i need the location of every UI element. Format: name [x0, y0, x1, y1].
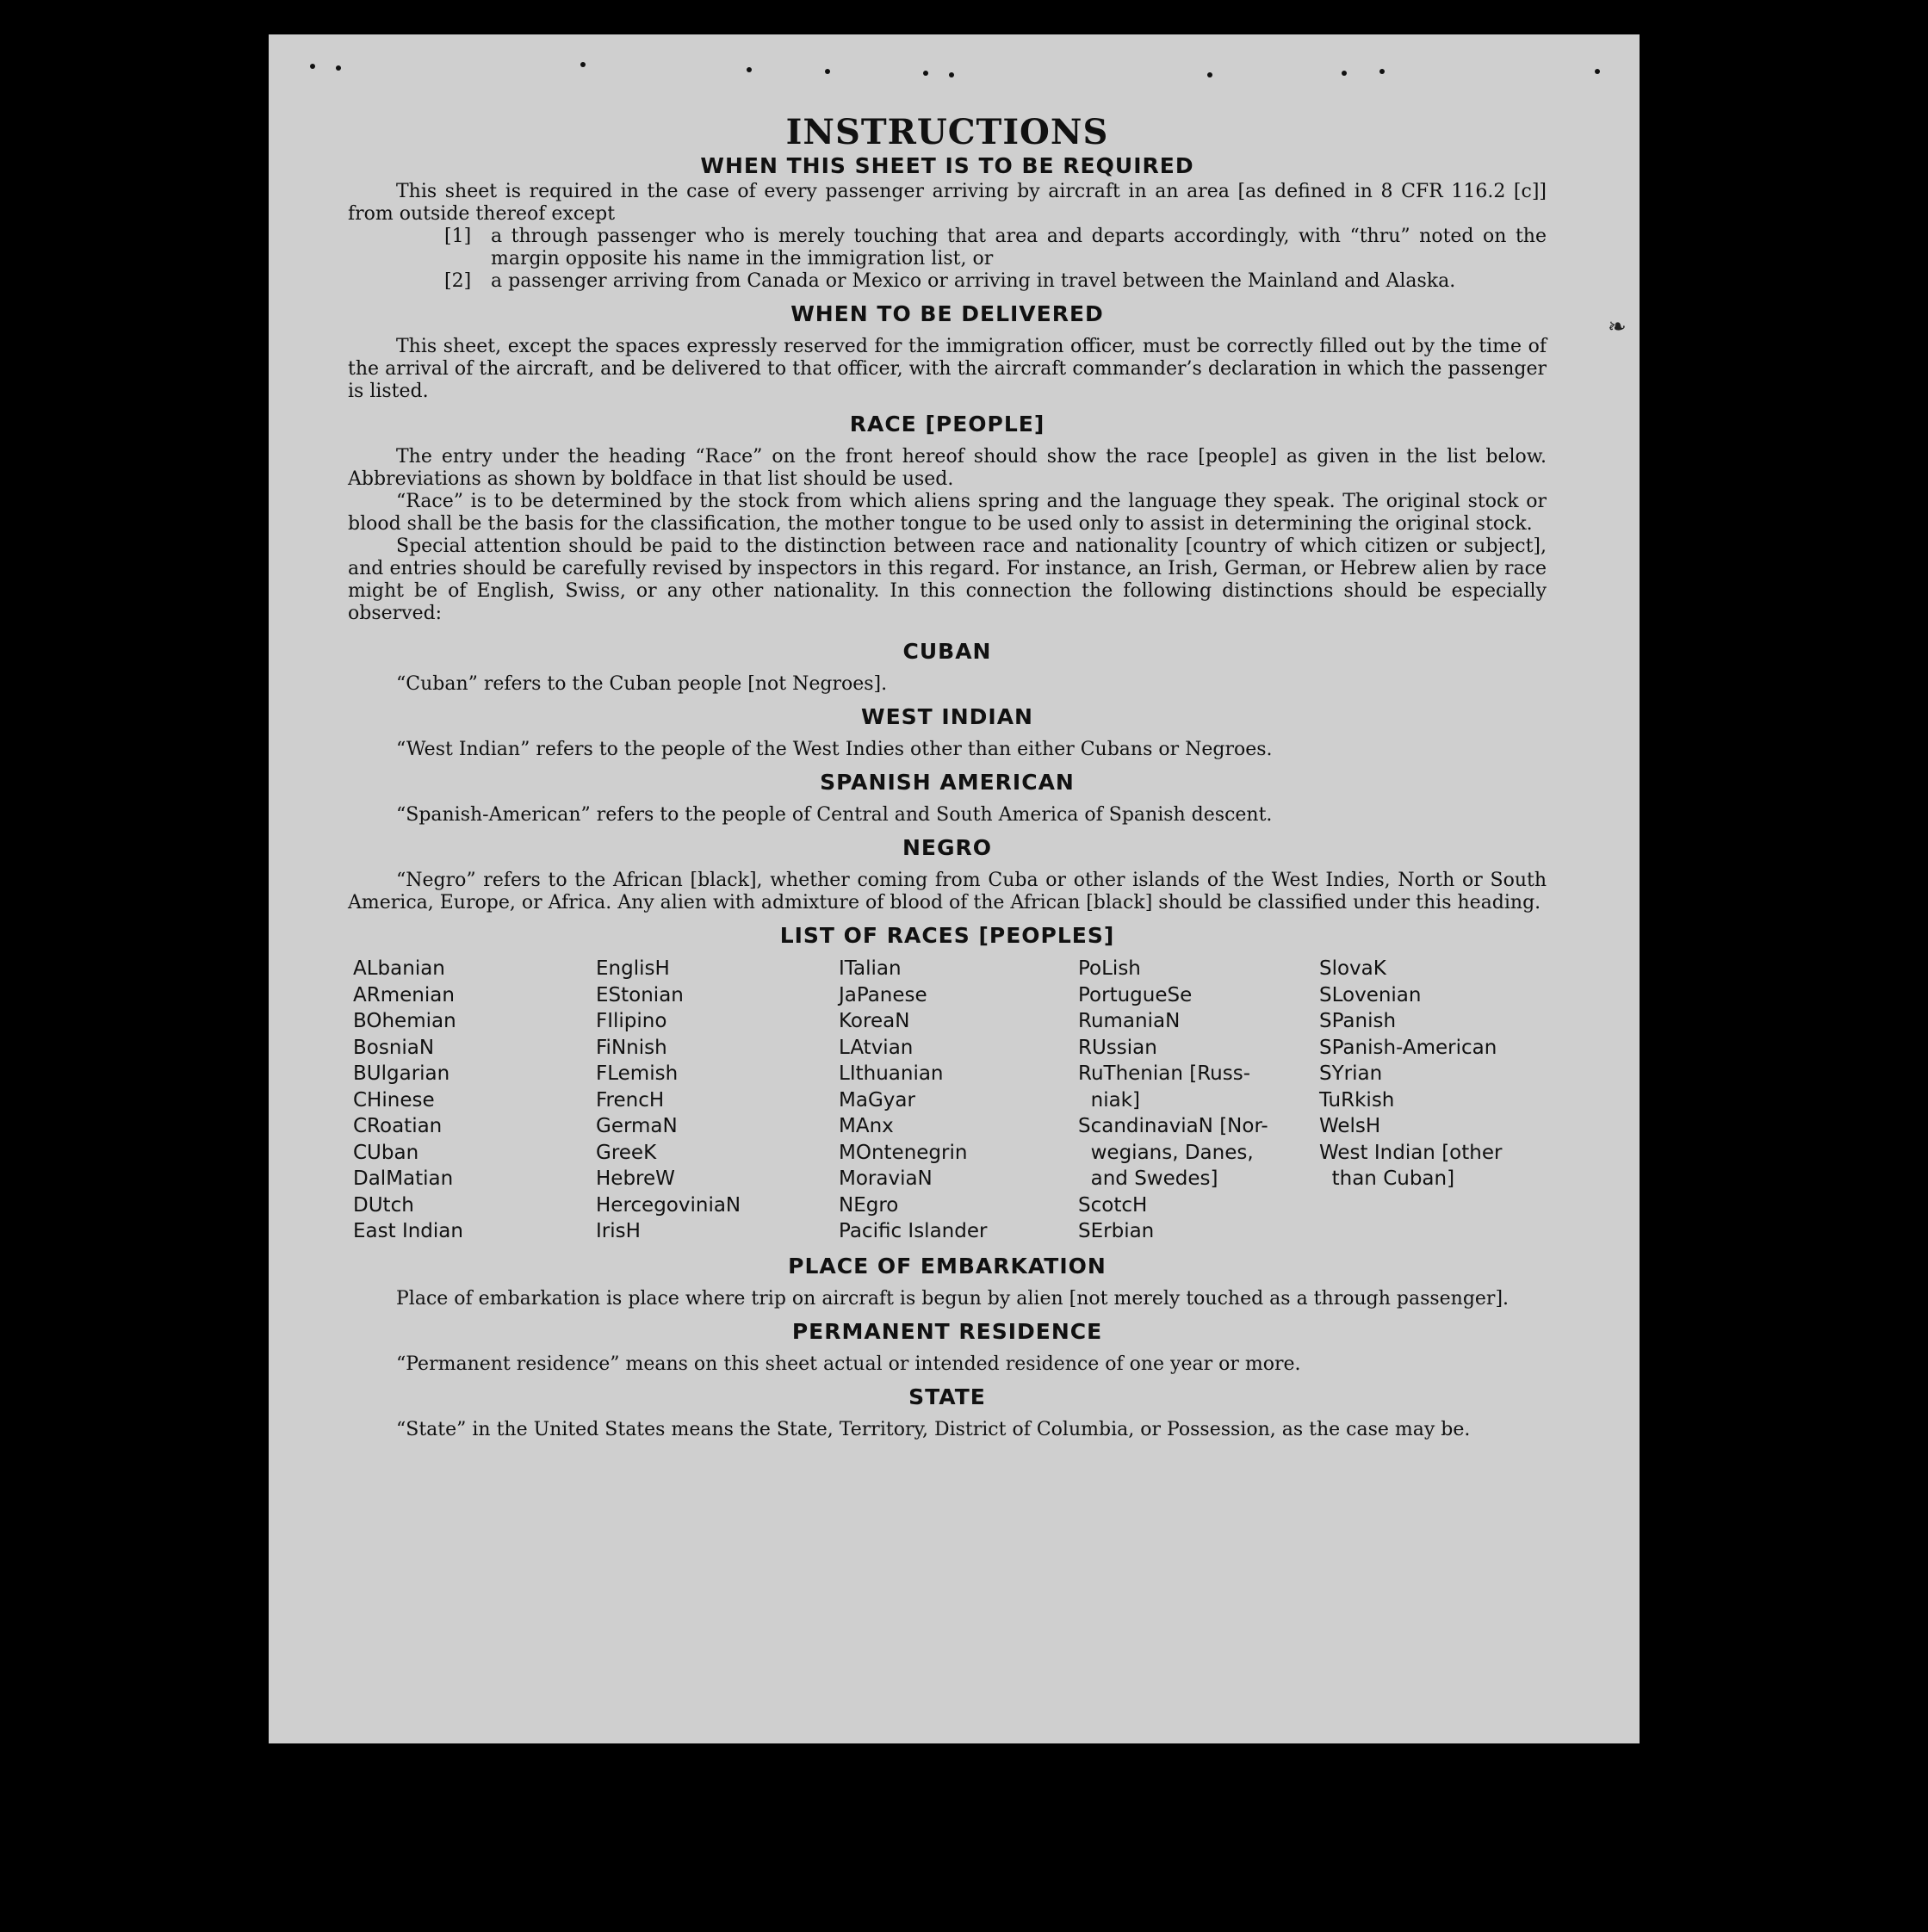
list-item: KoreaN	[839, 1010, 910, 1032]
clause-number: [1]	[444, 226, 472, 247]
list-item: MaGyar	[839, 1088, 915, 1112]
list-item: PortugueSe	[1078, 983, 1193, 1006]
list-item: EStonian	[596, 983, 684, 1006]
list-item: SPanish-American	[1319, 1036, 1497, 1059]
list-item: ALbanian	[353, 957, 445, 980]
list-item: East Indian	[353, 1220, 463, 1242]
heading-list-of-races: LIST OF RACES [PEOPLES]	[779, 923, 1115, 948]
west-indian-text: “West Indian” refers to the people of the West Indies other than either Cubans or Negroes.	[396, 739, 1273, 760]
delivered-text: This sheet, except the spaces expressly reserved for the immigration officer, must be correctly filled out by the time of the arrival of the aircraft, and be delivered to that officer, with the aircraft commander’s declaration in which the passenger is listed.	[348, 336, 1547, 402]
list-item: RuThenian [Russ-	[1078, 1062, 1251, 1085]
heading-residence: PERMANENT RESIDENCE	[791, 1318, 1103, 1344]
clause-2	[348, 270, 1547, 293]
speck	[336, 65, 341, 71]
list-item: WelsH	[1319, 1115, 1381, 1137]
list-item: JaPanese	[839, 983, 927, 1006]
negro-text: “Negro” refers to the African [black], whether coming from Cuba or other islands of the West Indies, North or South America, Europe, or Africa. Any alien with admixture of blood of the African [black] should be classified under this heading.	[348, 870, 1547, 913]
speck	[580, 62, 586, 67]
list-item: SYrian	[1319, 1062, 1383, 1085]
cuban-text: “Cuban” refers to the Cuban people [not Negroes].	[396, 673, 888, 695]
residence-text: “Permanent residence” means on this sheet actual or intended residence of one year or more.	[396, 1353, 1301, 1375]
race-paragraph-1: The entry under the heading “Race” on the front hereof should show the race [people] as given in the list below. Abbreviations as shown by boldface in that list should be used.	[348, 446, 1547, 490]
list-item: FLemish	[596, 1062, 679, 1085]
list-item: and Swedes]	[1078, 1167, 1218, 1190]
list-item: MOntenegrin	[839, 1141, 968, 1164]
list-item: SErbian	[1078, 1220, 1155, 1242]
list-item: RumaniaN	[1078, 1010, 1181, 1032]
state-text: “State” in the United States means the State, Territory, District of Columbia, or Possession, as the case may be.	[396, 1418, 1471, 1440]
races-column-3	[839, 956, 1078, 1245]
clause-number: [2]	[444, 270, 472, 292]
speck	[1379, 69, 1385, 74]
required-intro: This sheet is required in the case of every passenger arriving by aircraft in an area [as defined in 8 CFR 116.2 [c]] from outside thereof except	[348, 181, 1547, 225]
races-column-4	[1078, 956, 1319, 1245]
speck	[1342, 71, 1347, 76]
list-item: ScandinaviaN [Nor-	[1078, 1115, 1268, 1137]
heading-west-indian: WEST INDIAN	[861, 704, 1033, 729]
list-item: FrencH	[596, 1088, 665, 1112]
list-item: ITalian	[839, 957, 902, 980]
list-item: RUssian	[1078, 1036, 1157, 1059]
list-item: BUlgarian	[353, 1062, 450, 1085]
list-item: CRoatian	[353, 1115, 443, 1137]
speck	[1207, 72, 1212, 77]
ink-mark-icon: ❧	[1608, 314, 1627, 340]
races-column-5	[1319, 956, 1552, 1245]
heading-negro: NEGRO	[902, 835, 993, 860]
list-item: LIthuanian	[839, 1062, 944, 1085]
race-paragraph-3: Special attention should be paid to the distinction between race and nationality [country of which citizen or subject], and entries should be carefully revised by inspectors in this regard. For instance, an Irish, German, or Hebrew alien by race might be of English, Swiss, or any other nationality. In this connection the following distinctions should be especially observed:	[348, 536, 1547, 624]
list-item: niak]	[1078, 1088, 1140, 1112]
speck	[825, 69, 830, 74]
clause-text: a through passenger who is merely touching that area and departs accordingly, with “thru” noted on the margin opposite his name in the immigration list, or	[491, 226, 1547, 269]
list-item: CUban	[353, 1141, 419, 1164]
list-item: CHinese	[353, 1088, 435, 1112]
list-item: MAnx	[839, 1115, 894, 1137]
races-column-2	[596, 956, 839, 1245]
list-item: HebreW	[596, 1167, 675, 1190]
heading-spanish-american: SPANISH AMERICAN	[820, 770, 1075, 795]
list-item: TuRkish	[1319, 1088, 1395, 1112]
list-item: SlovaK	[1319, 957, 1386, 980]
list-item: EnglisH	[596, 957, 670, 980]
heading-embarkation: PLACE OF EMBARKATION	[788, 1253, 1107, 1279]
spanish-american-text: “Spanish-American” refers to the people of Central and South America of Spanish descent.	[396, 804, 1273, 826]
race-paragraph-2: “Race” is to be determined by the stock from which aliens spring and the language they speak. The original stock or blood shall be the basis for the classification, the mother tongue to be used only to assist in determining the original stock.	[348, 491, 1547, 535]
list-item: IrisH	[596, 1220, 641, 1242]
list-item: GreeK	[596, 1141, 657, 1164]
heading-required: WHEN THIS SHEET IS TO BE REQUIRED	[700, 153, 1194, 178]
list-item: than Cuban]	[1319, 1167, 1455, 1190]
speck	[949, 72, 954, 77]
list-item: NEgro	[839, 1193, 899, 1217]
heading-state: STATE	[908, 1384, 986, 1409]
clause-text: a passenger arriving from Canada or Mexico or arriving in travel between the Mainland and Alaska.	[491, 270, 1456, 292]
heading-cuban: CUBAN	[902, 639, 992, 664]
list-item: DalMatian	[353, 1167, 454, 1190]
list-item: HercegoviniaN	[596, 1193, 741, 1217]
list-item: DUtch	[353, 1193, 414, 1217]
list-item: SLovenian	[1319, 983, 1422, 1006]
embarkation-text: Place of embarkation is place where trip on aircraft is begun by alien [not merely touched as a through passenger].	[396, 1287, 1510, 1310]
list-item: FiNnish	[596, 1036, 667, 1059]
list-item: Pacific Islander	[839, 1220, 988, 1242]
instructions-content	[348, 114, 1547, 1441]
heading-race: RACE [PEOPLE]	[849, 412, 1045, 437]
speck	[923, 71, 928, 76]
list-item: PoLish	[1078, 957, 1141, 980]
list-item: FIlipino	[596, 1010, 667, 1032]
list-item: BosniaN	[353, 1036, 435, 1059]
list-item: ScotcH	[1078, 1193, 1148, 1217]
list-item: wegians, Danes,	[1078, 1141, 1254, 1164]
list-item: West Indian [other	[1319, 1141, 1503, 1164]
list-item: MoraviaN	[839, 1167, 933, 1190]
heading-delivered: WHEN TO BE DELIVERED	[790, 301, 1104, 326]
speck	[310, 64, 315, 69]
races-list	[353, 956, 1547, 1245]
clause-1	[348, 226, 1547, 270]
list-item: BOhemian	[353, 1010, 456, 1032]
list-item: GermaN	[596, 1115, 678, 1137]
list-item: SPanish	[1319, 1010, 1397, 1032]
races-column-1	[353, 956, 596, 1245]
speck	[747, 67, 752, 72]
list-item: ARmenian	[353, 983, 455, 1006]
document-sheet	[269, 34, 1640, 1743]
speck	[1595, 69, 1600, 74]
page-title: INSTRUCTIONS	[785, 112, 1109, 152]
list-item: LAtvian	[839, 1036, 914, 1059]
